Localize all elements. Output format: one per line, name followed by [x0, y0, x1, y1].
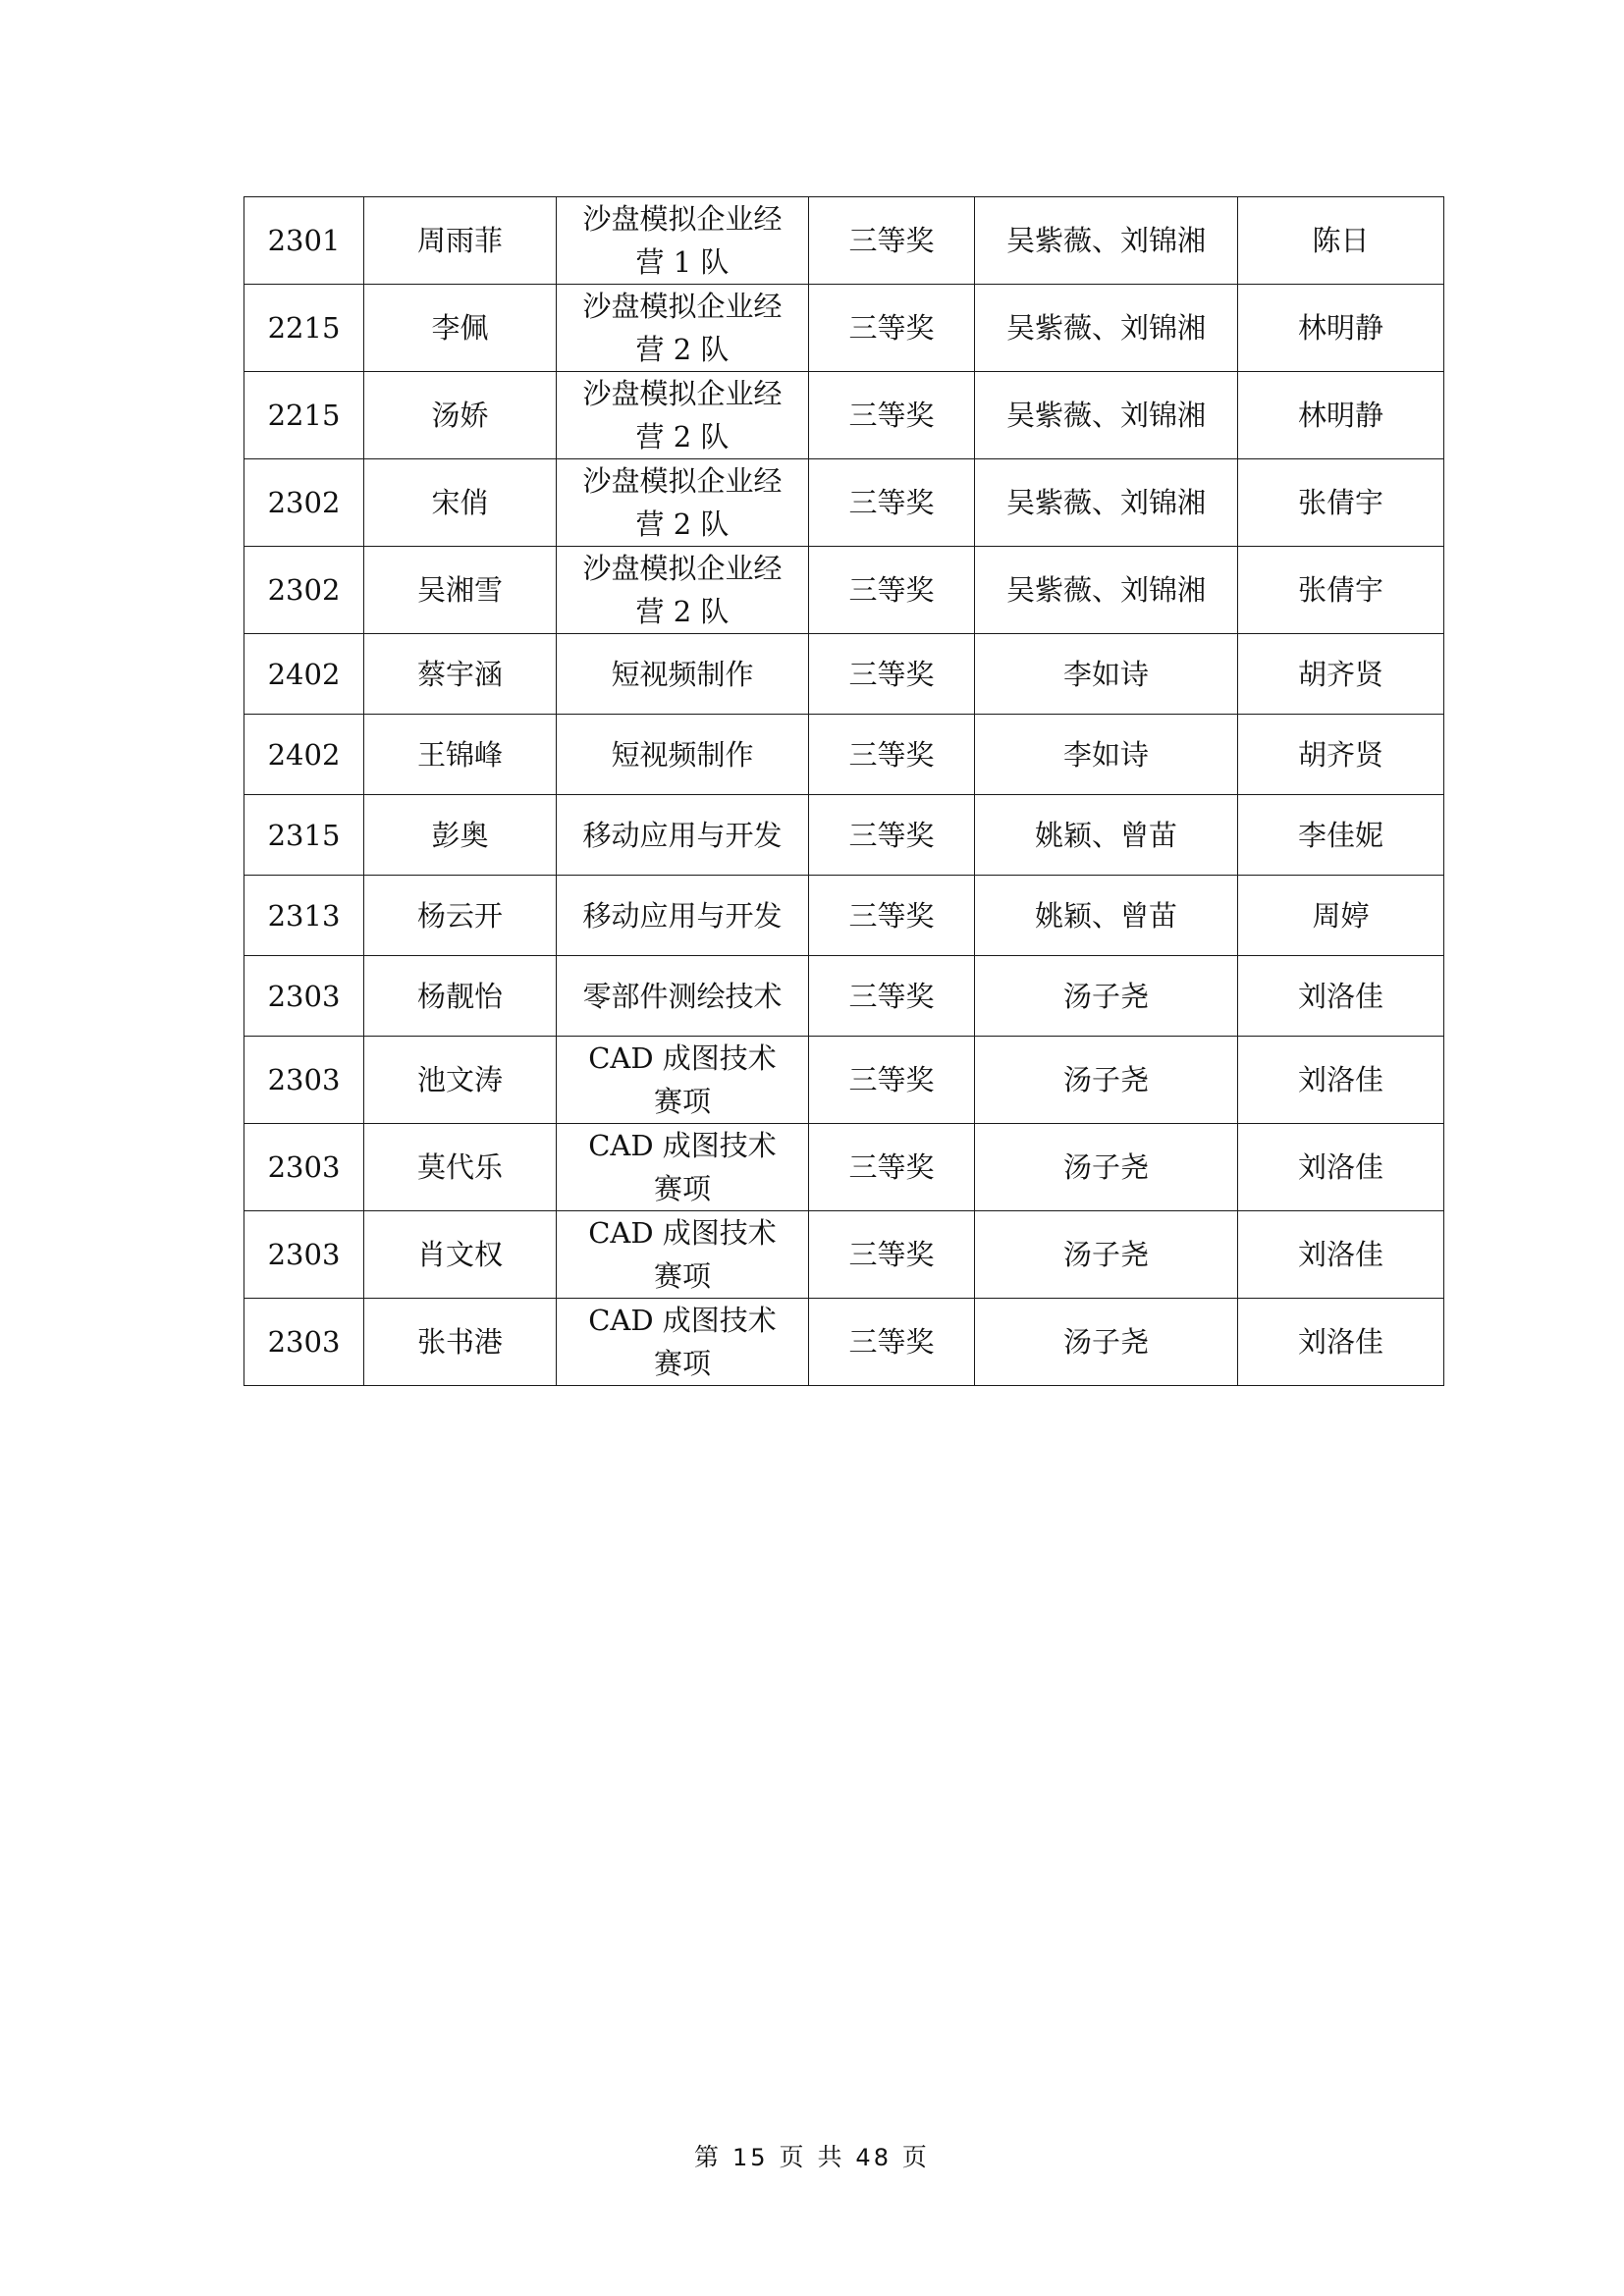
name-cell: 杨云开 — [364, 876, 557, 956]
instructor-cell: 吴紫薇、刘锦湘 — [975, 197, 1238, 285]
award-cell: 三等奖 — [809, 634, 975, 715]
table-row — [244, 197, 1444, 285]
teacher-cell: 胡齐贤 — [1238, 715, 1444, 795]
award-cell: 三等奖 — [809, 876, 975, 956]
class-cell: 2303 — [244, 956, 364, 1037]
name-cell: 汤娇 — [364, 372, 557, 459]
instructor-cell: 吴紫薇、刘锦湘 — [975, 459, 1238, 547]
event-cell: CAD 成图技术赛项 — [557, 1037, 809, 1124]
instructor-cell: 姚颖、曾苗 — [975, 795, 1238, 876]
page-mid: 页 共 — [779, 2143, 845, 2171]
table-row — [244, 795, 1444, 876]
table-row — [244, 876, 1444, 956]
table-row — [244, 547, 1444, 634]
event-cell: 移动应用与开发 — [557, 876, 809, 956]
event-cell: 沙盘模拟企业经营 2 队 — [557, 547, 809, 634]
event-cell: 短视频制作 — [557, 634, 809, 715]
class-cell: 2215 — [244, 372, 364, 459]
class-cell: 2301 — [244, 197, 364, 285]
name-cell: 王锦峰 — [364, 715, 557, 795]
teacher-cell: 刘洛佳 — [1238, 1211, 1444, 1299]
teacher-cell: 林明静 — [1238, 372, 1444, 459]
award-cell: 三等奖 — [809, 547, 975, 634]
class-cell: 2302 — [244, 547, 364, 634]
table-row — [244, 1299, 1444, 1386]
instructor-cell: 吴紫薇、刘锦湘 — [975, 285, 1238, 372]
name-cell: 彭奥 — [364, 795, 557, 876]
table-row — [244, 459, 1444, 547]
award-cell: 三等奖 — [809, 1299, 975, 1386]
page-suffix: 页 — [901, 2143, 930, 2171]
name-cell: 池文涛 — [364, 1037, 557, 1124]
instructor-cell: 汤子尧 — [975, 1211, 1238, 1299]
table-row — [244, 956, 1444, 1037]
class-cell: 2402 — [244, 715, 364, 795]
event-cell: 沙盘模拟企业经营 2 队 — [557, 285, 809, 372]
award-cell: 三等奖 — [809, 197, 975, 285]
table-row — [244, 372, 1444, 459]
class-cell: 2303 — [244, 1299, 364, 1386]
class-cell: 2302 — [244, 459, 364, 547]
award-table — [244, 196, 1444, 1386]
event-cell: CAD 成图技术赛项 — [557, 1211, 809, 1299]
award-cell: 三等奖 — [809, 459, 975, 547]
table-row — [244, 1124, 1444, 1211]
name-cell: 吴湘雪 — [364, 547, 557, 634]
page-total: 48 — [855, 2144, 892, 2171]
class-cell: 2402 — [244, 634, 364, 715]
name-cell: 肖文权 — [364, 1211, 557, 1299]
event-cell: CAD 成图技术赛项 — [557, 1299, 809, 1386]
teacher-cell: 周婷 — [1238, 876, 1444, 956]
teacher-cell: 刘洛佳 — [1238, 1299, 1444, 1386]
name-cell: 蔡宇涵 — [364, 634, 557, 715]
instructor-cell: 吴紫薇、刘锦湘 — [975, 372, 1238, 459]
instructor-cell: 汤子尧 — [975, 956, 1238, 1037]
award-cell: 三等奖 — [809, 1211, 975, 1299]
event-cell: 沙盘模拟企业经营 2 队 — [557, 372, 809, 459]
event-cell: 移动应用与开发 — [557, 795, 809, 876]
instructor-cell: 汤子尧 — [975, 1037, 1238, 1124]
event-cell: 零部件测绘技术 — [557, 956, 809, 1037]
name-cell: 宋俏 — [364, 459, 557, 547]
table-row — [244, 285, 1444, 372]
table-row — [244, 1211, 1444, 1299]
page-number: 15 — [732, 2144, 769, 2171]
teacher-cell: 胡齐贤 — [1238, 634, 1444, 715]
award-cell: 三等奖 — [809, 372, 975, 459]
teacher-cell: 刘洛佳 — [1238, 1037, 1444, 1124]
teacher-cell: 刘洛佳 — [1238, 956, 1444, 1037]
class-cell: 2313 — [244, 876, 364, 956]
table-row — [244, 715, 1444, 795]
name-cell: 张书港 — [364, 1299, 557, 1386]
class-cell: 2315 — [244, 795, 364, 876]
class-cell: 2215 — [244, 285, 364, 372]
award-cell: 三等奖 — [809, 795, 975, 876]
class-cell: 2303 — [244, 1211, 364, 1299]
page-prefix: 第 — [694, 2143, 723, 2171]
award-cell: 三等奖 — [809, 1124, 975, 1211]
class-cell: 2303 — [244, 1037, 364, 1124]
teacher-cell: 张倩宇 — [1238, 459, 1444, 547]
instructor-cell: 李如诗 — [975, 715, 1238, 795]
instructor-cell: 吴紫薇、刘锦湘 — [975, 547, 1238, 634]
event-cell: 沙盘模拟企业经营 2 队 — [557, 459, 809, 547]
award-cell: 三等奖 — [809, 956, 975, 1037]
event-cell: 沙盘模拟企业经营 1 队 — [557, 197, 809, 285]
class-cell: 2303 — [244, 1124, 364, 1211]
teacher-cell: 林明静 — [1238, 285, 1444, 372]
event-cell: 短视频制作 — [557, 715, 809, 795]
name-cell: 莫代乐 — [364, 1124, 557, 1211]
page-footer — [0, 2138, 1624, 2173]
instructor-cell: 汤子尧 — [975, 1124, 1238, 1211]
table-row — [244, 634, 1444, 715]
teacher-cell: 陈日 — [1238, 197, 1444, 285]
award-table-body — [244, 197, 1444, 1386]
name-cell: 李佩 — [364, 285, 557, 372]
teacher-cell: 李佳妮 — [1238, 795, 1444, 876]
instructor-cell: 李如诗 — [975, 634, 1238, 715]
event-cell: CAD 成图技术赛项 — [557, 1124, 809, 1211]
teacher-cell: 张倩宇 — [1238, 547, 1444, 634]
teacher-cell: 刘洛佳 — [1238, 1124, 1444, 1211]
name-cell: 杨靓怡 — [364, 956, 557, 1037]
award-cell: 三等奖 — [809, 715, 975, 795]
name-cell: 周雨菲 — [364, 197, 557, 285]
instructor-cell: 汤子尧 — [975, 1299, 1238, 1386]
table-row — [244, 1037, 1444, 1124]
instructor-cell: 姚颖、曾苗 — [975, 876, 1238, 956]
award-cell: 三等奖 — [809, 285, 975, 372]
award-cell: 三等奖 — [809, 1037, 975, 1124]
